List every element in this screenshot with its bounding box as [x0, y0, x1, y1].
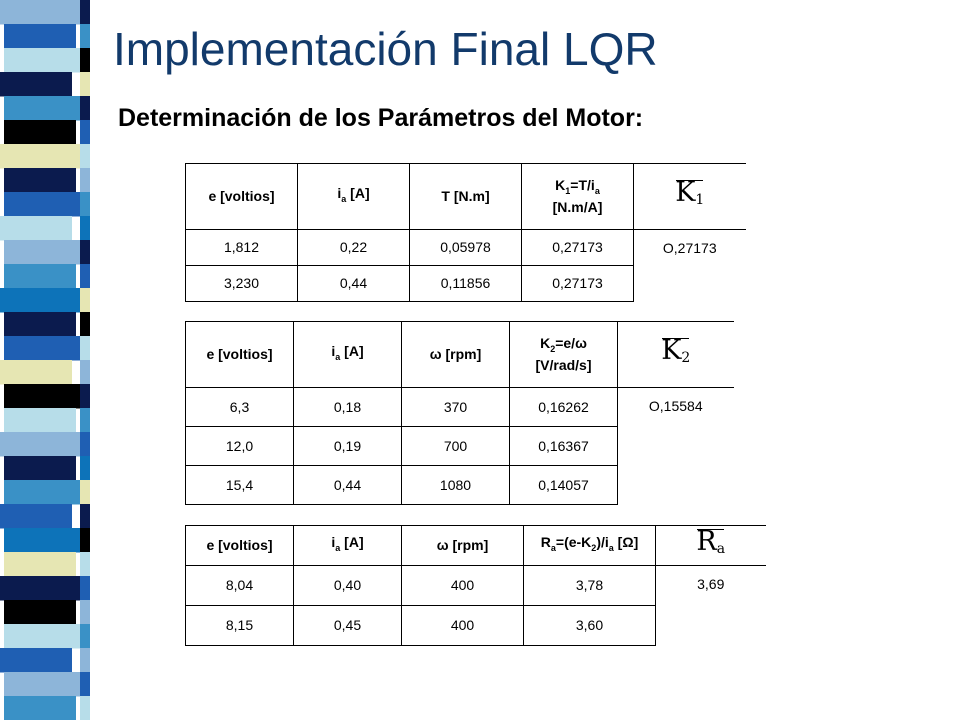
- table-cell: 0,16262: [510, 388, 618, 427]
- table-cell: 0,18: [294, 388, 402, 427]
- table-cell: 400: [402, 606, 524, 646]
- table-row: [186, 230, 746, 266]
- table-cell: 8,15: [186, 606, 294, 646]
- table-cell: 700: [402, 427, 510, 466]
- table-cell: 1,812: [186, 230, 298, 266]
- table-cell: 3,60: [524, 606, 656, 646]
- table-cell: 0,11856: [410, 266, 522, 302]
- header-k2-mean-symbol: $K_2$: [618, 322, 734, 388]
- header-torque: T [N.m]: [410, 164, 522, 230]
- table-header-row: [186, 164, 746, 230]
- k2-table: [185, 321, 734, 505]
- header-current: $i_a$ [A]: [298, 164, 410, 230]
- table-cell: 0,19: [294, 427, 402, 466]
- header-voltage: e [voltios]: [186, 164, 298, 230]
- table-cell: 0,14057: [510, 466, 618, 505]
- table-cell: 0,27173: [522, 230, 634, 266]
- table-row: [186, 388, 734, 427]
- header-voltage: e [voltios]: [186, 322, 294, 388]
- table-cell: 0,05978: [410, 230, 522, 266]
- table-header-row: [186, 526, 766, 566]
- table-cell: 8,04: [186, 566, 294, 606]
- header-current: $i_a$ [A]: [294, 526, 402, 566]
- table-header-row: [186, 322, 734, 388]
- k1-table: [185, 163, 746, 302]
- table-cell: 0,22: [298, 230, 410, 266]
- decorative-stripe-bar: [0, 0, 108, 720]
- ra-mean-value: 3,69: [656, 566, 766, 646]
- table-cell: 6,3: [186, 388, 294, 427]
- table-cell: 12,0: [186, 427, 294, 466]
- table-cell: 3,78: [524, 566, 656, 606]
- table-cell: 3,230: [186, 266, 298, 302]
- table-cell: 400: [402, 566, 524, 606]
- table-cell: 1080: [402, 466, 510, 505]
- table-row: [186, 566, 766, 606]
- slide-subtitle: Determinación de los Parámetros del Motor:: [118, 104, 644, 132]
- header-speed: ω [rpm]: [402, 526, 524, 566]
- header-k2-formula: $K_2=e/\omega$ [V/rad/s]: [510, 322, 618, 388]
- header-ra-formula: $R_a=(e-K_2)/i_a$ [Ω]: [524, 526, 656, 566]
- table-cell: 370: [402, 388, 510, 427]
- table-cell: 0,44: [298, 266, 410, 302]
- slide-title: Implementación Final LQR: [113, 23, 658, 75]
- header-current: $i_a$ [A]: [294, 322, 402, 388]
- table-cell: 0,45: [294, 606, 402, 646]
- table-cell: 15,4: [186, 466, 294, 505]
- k2-mean-value: O,15584: [618, 388, 734, 505]
- header-ra-mean-symbol: $R_a$: [656, 526, 766, 566]
- header-voltage: e [voltios]: [186, 526, 294, 566]
- header-k1-mean-symbol: $K_1$: [634, 164, 746, 230]
- table-cell: 0,16367: [510, 427, 618, 466]
- header-speed: ω [rpm]: [402, 322, 510, 388]
- table-cell: 0,40: [294, 566, 402, 606]
- k1-mean-value: O,27173: [634, 230, 746, 302]
- table-cell: 0,44: [294, 466, 402, 505]
- ra-table: [185, 525, 766, 646]
- table-cell: 0,27173: [522, 266, 634, 302]
- header-k1-formula: $K_1=T/i_a$ [N.m/A]: [522, 164, 634, 230]
